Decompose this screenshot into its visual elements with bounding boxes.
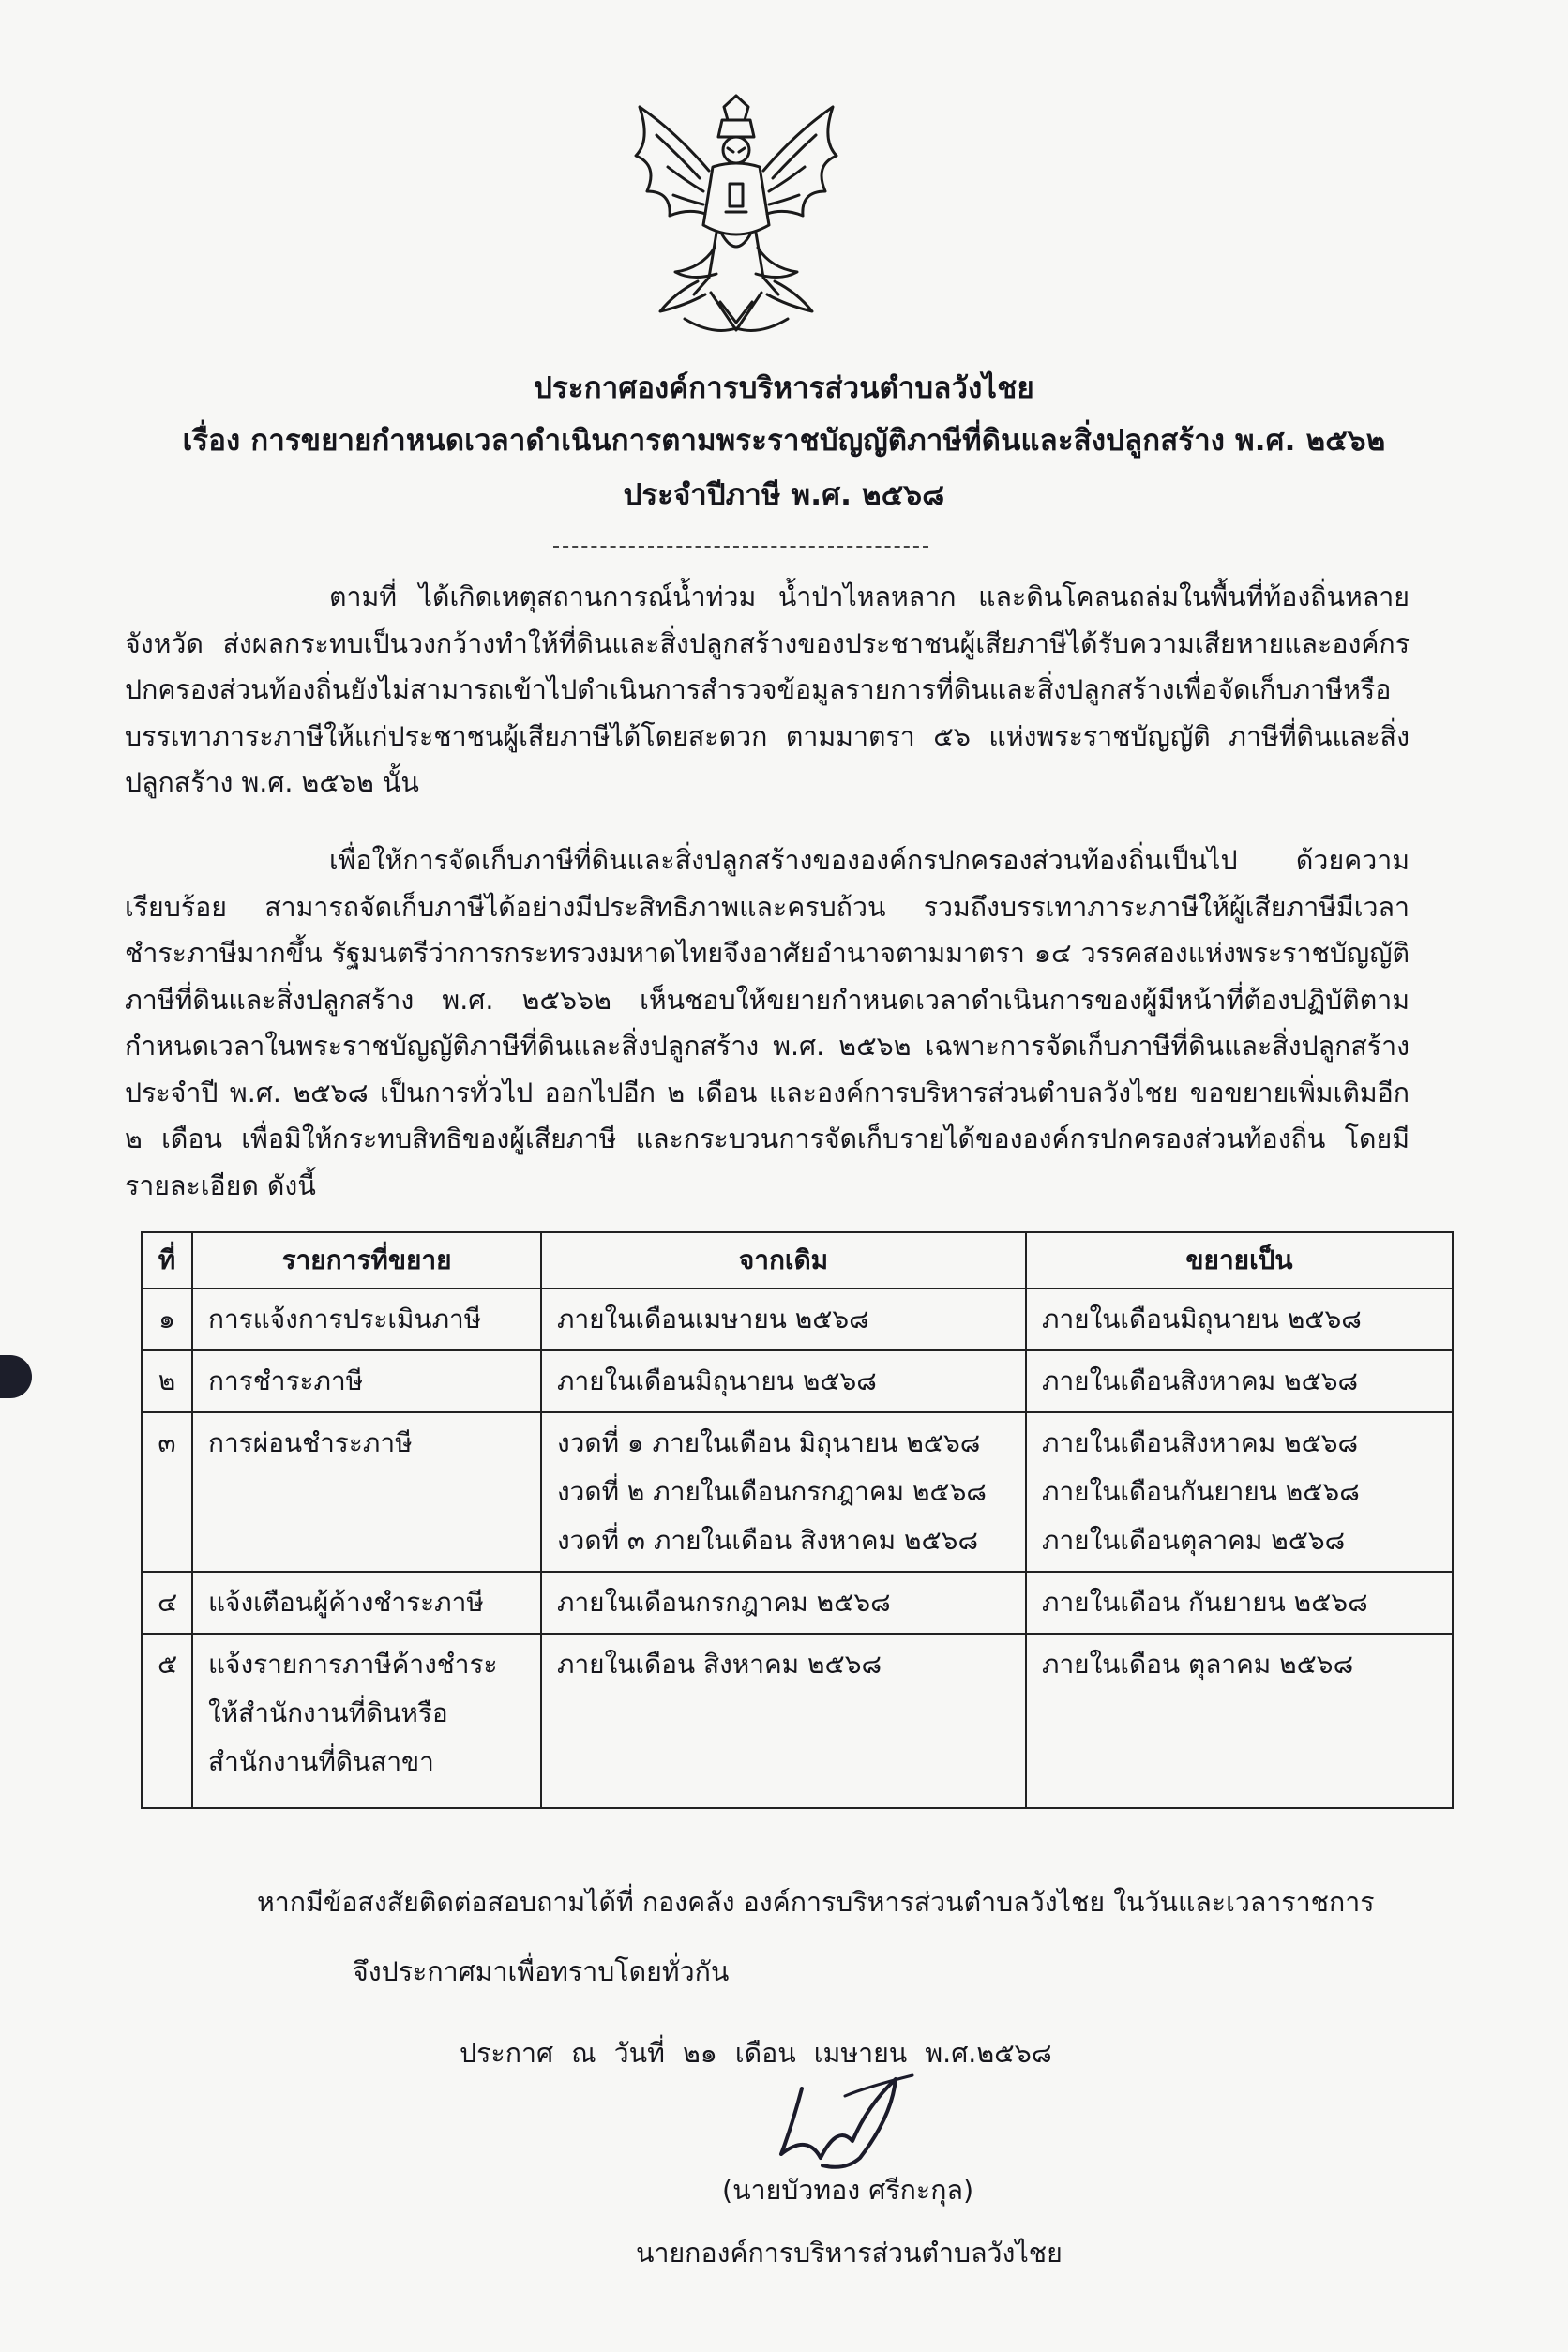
signer-name: (นายบัวทอง ศรีกะกุล) — [722, 2175, 974, 2206]
row-original-deadline — [541, 1350, 1026, 1412]
date-line: ประกาศ ณ วันที่ ๒๑ เดือน เมษายน พ.ศ.๒๕๖๘ — [460, 2038, 1052, 2069]
extended-line: ภายในเดือนสิงหาคม ๒๕๖๘ — [1042, 1365, 1359, 1396]
body-paragraph-1: ตามที่ ได้เกิดเหตุสถานการณ์น้ำท่วม น้ำป่าไหลหลาก และดินโคลนถล่มในพื้นที่ท้องถิ่นหลายจังหวัด ส่งผลกระทบเป็นวงกว้างทำให้ที่ดินและสิ่งปลูกสร้างของประชาชนผู้เสียภาษีได้รับความเสียหายและองค์กรปกครองส่วนท้องถิ่นยังไม่สามารถเข้าไปดำเนินการสำรวจข้อมูลรายการที่ดินและสิ่งปลูกสร้างเพื่อจัดเก็บภาษีหรือบรรเทาภาระภาษีให้แก่ประชาชนผู้เสียภาษีได้โดยสะดวก ตามมาตรา ๕๖ แห่งพระราชบัญญัติ ภาษีที่ดินและสิ่งปลูกสร้าง พ.ศ. ๒๕๖๒ นั้น — [125, 581, 1410, 798]
announcement-tax-year: ประจำปีภาษี พ.ศ. ๒๕๖๘ — [623, 478, 945, 512]
row-number: ๔ — [142, 1572, 192, 1634]
header-divider — [553, 546, 928, 548]
original-line: ภายในเดือนเมษายน ๒๕๖๘ — [557, 1304, 869, 1334]
signer-title: นายกองค์การบริหารส่วนตำบลวังไชย — [636, 2238, 1063, 2269]
original-line: ภายในเดือนกรกฎาคม ๒๕๖๘ — [557, 1587, 891, 1618]
row-extended-deadline — [1026, 1634, 1453, 1808]
row-extended-deadline — [1026, 1572, 1453, 1634]
column-header-extended: ขยายเป็น — [1026, 1232, 1453, 1289]
row-original-deadline — [541, 1412, 1026, 1572]
table-row — [142, 1289, 1453, 1350]
extended-line: ภายในเดือนมิถุนายน ๒๕๖๘ — [1042, 1304, 1362, 1334]
row-original-deadline — [541, 1634, 1026, 1808]
handwritten-signature — [755, 2068, 933, 2180]
column-header-no: ที่ — [142, 1232, 192, 1289]
row-item: แจ้งรายการภาษีค้างชำระให้สำนักงานที่ดินหรือสำนักงานที่ดินสาขา — [192, 1634, 541, 1808]
original-line: งวดที่ ๒ ภายในเดือนกรกฎาคม ๒๕๖๘ — [557, 1476, 987, 1507]
table-row — [142, 1572, 1453, 1634]
binder-hole — [0, 1355, 32, 1398]
row-number: ๑ — [142, 1289, 192, 1350]
row-item: การชำระภาษี — [192, 1350, 541, 1412]
extended-line: ภายในเดือนตุลาคม ๒๕๖๘ — [1042, 1525, 1346, 1556]
row-extended-deadline — [1026, 1289, 1453, 1350]
row-item: การแจ้งการประเมินภาษี — [192, 1289, 541, 1350]
row-original-deadline — [541, 1289, 1026, 1350]
row-item: แจ้งเตือนผู้ค้างชำระภาษี — [192, 1572, 541, 1634]
row-number: ๒ — [142, 1350, 192, 1412]
extension-schedule-table — [141, 1231, 1454, 1809]
row-original-deadline — [541, 1572, 1026, 1634]
row-extended-deadline — [1026, 1350, 1453, 1412]
garuda-emblem-icon — [619, 94, 853, 347]
original-line: ภายในเดือน สิงหาคม ๒๕๖๘ — [557, 1649, 882, 1680]
table-row — [142, 1634, 1453, 1808]
extended-line: ภายในเดือนสิงหาคม ๒๕๖๘ — [1042, 1427, 1359, 1458]
extended-line: ภายในเดือน กันยายน ๒๕๖๘ — [1042, 1587, 1368, 1618]
table-row — [142, 1412, 1453, 1572]
extended-line: ภายในเดือนกันยายน ๒๕๖๘ — [1042, 1476, 1360, 1507]
row-item: การผ่อนชำระภาษี — [192, 1412, 541, 1572]
contact-line: หากมีข้อสงสัยติดต่อสอบถามได้ที่ กองคลัง องค์การบริหารส่วนตำบลวังไชย ในวันและเวลาราชการ — [257, 1887, 1375, 1918]
announcement-org-title: ประกาศองค์การบริหารส่วนตำบลวังไชย — [534, 371, 1034, 405]
original-line: ภายในเดือนมิถุนายน ๒๕๖๘ — [557, 1365, 877, 1396]
body-paragraph-2: เพื่อให้การจัดเก็บภาษีที่ดินและสิ่งปลูกสร้างขององค์กรปกครองส่วนท้องถิ่นเป็นไป ด้วยความเรียบร้อย สามารถจัดเก็บภาษีได้อย่างมีประสิทธิภาพและครบถ้วน รวมถึงบรรเทาภาระภาษีให้ผู้เสียภาษีมีเวลาชำระภาษีมากขึ้น รัฐมนตรีว่าการกระทรวงมหาดไทยจึงอาศัยอำนาจตามมาตรา ๑๔ วรรคสองแห่งพระราชบัญญัติภาษีที่ดินและสิ่งปลูกสร้าง พ.ศ. ๒๕๖๖๒ เห็นชอบให้ขยายกำหนดเวลาดำเนินการของผู้มีหน้าที่ต้องปฏิบัติตามกำหนดเวลาในพระราชบัญญัติภาษีที่ดินและสิ่งปลูกสร้าง พ.ศ. ๒๕๖๒ เฉพาะการจัดเก็บภาษีที่ดินและสิ่งปลูกสร้าง ประจำปี พ.ศ. ๒๕๖๘ เป็นการทั่วไป ออกไปอีก ๒ เดือน และองค์การบริหารส่วนตำบลวังไชย ขอขยายเพิ่มเติมอีก ๒ เดือน เพื่อมิให้กระทบสิทธิของผู้เสียภาษี และกระบวนการจัดเก็บรายได้ขององค์กรปกครองส่วนท้องถิ่น โดยมีรายละเอียด ดังนี้ — [125, 845, 1410, 1201]
row-number: ๕ — [142, 1634, 192, 1808]
original-line: งวดที่ ๓ ภายในเดือน สิงหาคม ๒๕๖๘ — [557, 1525, 979, 1556]
extended-line: ภายในเดือน ตุลาคม ๒๕๖๘ — [1042, 1649, 1354, 1680]
announcement-subject: เรื่อง การขยายกำหนดเวลาดำเนินการตามพระราชบัญญัติภาษีที่ดินและสิ่งปลูกสร้าง พ.ศ. ๒๕๖๒ — [182, 424, 1386, 458]
column-header-original: จากเดิม — [541, 1232, 1026, 1289]
column-header-item: รายการที่ขยาย — [192, 1232, 541, 1289]
original-line: งวดที่ ๑ ภายในเดือน มิถุนายน ๒๕๖๘ — [557, 1427, 981, 1458]
notice-line: จึงประกาศมาเพื่อทราบโดยทั่วกัน — [353, 1956, 730, 1987]
table-row — [142, 1350, 1453, 1412]
row-number: ๓ — [142, 1412, 192, 1572]
row-extended-deadline — [1026, 1412, 1453, 1572]
table-header-row — [142, 1232, 1453, 1289]
